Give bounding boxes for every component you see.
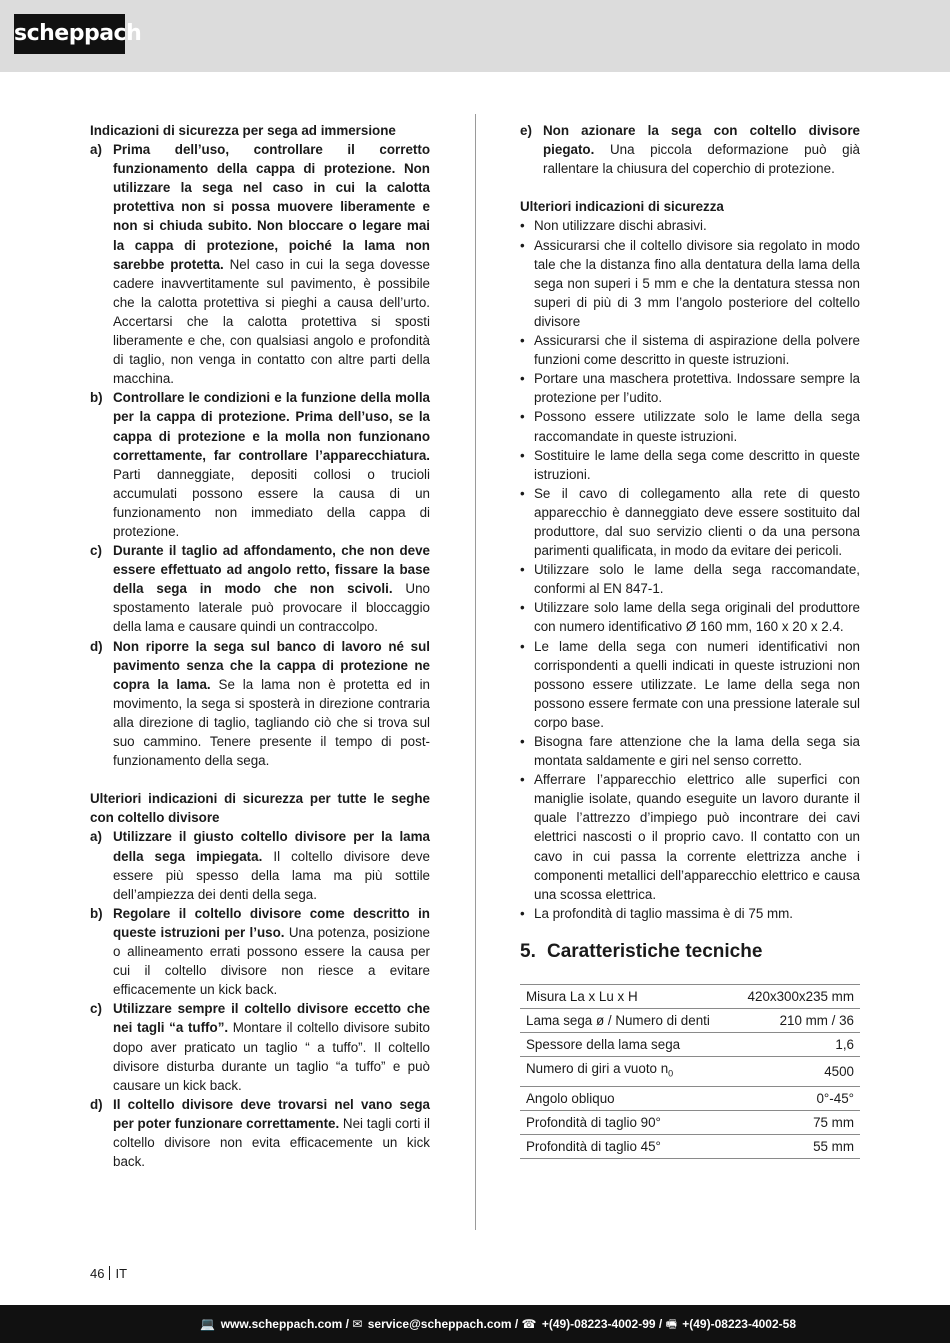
item-text — [113, 1095, 430, 1171]
spec-label — [520, 1008, 732, 1032]
spec-label — [520, 1110, 732, 1134]
item-bold-text: Durante il taglio ad affondamento, che non deve essere effettuato ad angolo retto, fissare la base della sega in modo che non scivoli. — [113, 543, 430, 597]
bullet-text: Utilizzare solo lame della sega originali del produttore con numero identificativo Ø 160 mm, 160 x 20 x 2.4. — [534, 600, 860, 635]
page-footer — [0, 1305, 950, 1343]
item-normal-text: Parti danneggiate, depositi collosi o trucioli accumulati possono essere la causa di un funzionamento non immediato della cappa di protezione. — [113, 466, 430, 539]
page-number — [90, 1266, 127, 1281]
item-bold-text: Utilizzare il giusto coltello divisore per la lama della sega impiegata. — [113, 829, 430, 864]
chapter-heading — [520, 940, 860, 964]
bullet-item — [520, 770, 860, 904]
item-text — [113, 827, 430, 903]
table-row — [520, 1110, 860, 1134]
table-row — [520, 1134, 860, 1158]
bullet-item — [520, 598, 860, 636]
spec-value: 75 mm — [732, 1110, 860, 1134]
bullet-dot: • — [520, 485, 525, 501]
item-bold-text: Controllare le condizioni e la funzione della molla per la cappa di protezione. Prima dell’uso, se la cappa di protezione e la molla non funzionano correttamente, far controllare l’apparecchiatura. — [113, 390, 430, 463]
page-number-value: 46 — [90, 1266, 105, 1281]
spec-label — [520, 1056, 732, 1086]
spec-value: 1,6 — [732, 1032, 860, 1056]
item-text — [113, 637, 430, 771]
scheppach-logo: scheppach — [14, 14, 125, 54]
item-bold-text: Prima dell’uso, controllare il corretto funzionamento della cappa di protezione. Non utilizzare la sega nel caso in cui la calotta protettiva non si possa muovere liberamente e non si chiuda subito. Non bloccare o legare mai la cappa di protezione, poiché la lama non sarebbe protetta. — [113, 142, 430, 272]
item-text — [113, 388, 430, 541]
column-divider — [475, 114, 476, 1230]
item-label: d) — [90, 1096, 103, 1112]
list-item — [90, 541, 430, 636]
bullet-dot: • — [520, 734, 525, 749]
bullet-text: Possono essere utilizzate solo le lame della sega raccomandate in queste istruzioni. — [534, 409, 860, 444]
item-normal-text: Uno spostamento laterale può provocare il bloccaggio della lama e causare quindi un contraccolpo. — [113, 581, 430, 635]
item-bold-text: Utilizzare sempre il coltello divisore eccetto che nei tagli “a tuffo”. — [113, 1001, 430, 1036]
safety-list — [90, 827, 430, 1171]
section-title: Ulteriori indicazioni di sicurezza — [520, 199, 724, 215]
table-row — [520, 1086, 860, 1110]
spec-label — [520, 1032, 732, 1056]
bullet-text: Utilizzare solo le lame della sega raccomandate, conformi al EN 847-1. — [534, 562, 860, 597]
footer-web[interactable]: www.scheppach.com / — [220, 1317, 349, 1331]
bullet-item — [520, 331, 860, 369]
spec-value: 4500 — [732, 1056, 860, 1086]
bullet-dot: • — [520, 237, 525, 253]
bullet-text: Bisogna fare attenzione che la lama della sega sia montata saldamente e giri nel senso corretto. — [534, 734, 860, 769]
item-normal-text: Una piccola deformazione può già rallentare la chiusura del coperchio di protezione. — [543, 142, 860, 177]
spec-label — [520, 1086, 732, 1110]
bullet-list — [520, 216, 860, 922]
bullet-dot: • — [520, 772, 525, 788]
bullet-text: Le lame della sega con numeri identificativi non corrispondenti a quelli indicati in queste istruzioni non possono essere utilizzate. Le lame della sega non possono essere fermate con una pressione laterale sul corpo base. — [534, 638, 860, 730]
bullet-text: Non utilizzare dischi abrasivi. — [534, 218, 707, 234]
item-bold-text: Non azionare la sega con coltello divisore piegato. — [543, 123, 860, 158]
bullet-item — [520, 369, 860, 407]
bullet-dot: • — [520, 447, 525, 463]
bullet-dot: • — [520, 905, 525, 921]
right-column — [520, 121, 860, 1159]
bullet-item — [520, 732, 860, 770]
chapter-number: 5. — [520, 940, 536, 962]
fax-icon: 🖷 — [665, 1317, 677, 1331]
item-text — [113, 541, 430, 636]
footer-fax: +(49)-08223-4002-58 — [682, 1317, 796, 1331]
bullet-text: La profondità di taglio massima è di 75 mm. — [534, 905, 794, 921]
bullet-text: Sostituire le lame della sega come descritto in queste istruzioni. — [534, 447, 860, 482]
page-number-separator — [109, 1266, 110, 1280]
list-item — [90, 388, 430, 541]
mail-icon: ✉ — [352, 1317, 363, 1331]
bullet-text: Afferrare l’apparecchio elettrico alle superfici con maniglie isolate, quando eseguite un lavoro durante il quale l’attrezzo d’impiego può incontrare dei cavi elettrici nascosti o il proprio cavo. Il contatto con un cavo in cui passa la corrente elettrizza anche i componenti metallici dell’apparecchio elettrico e causa una scossa elettrica. — [534, 772, 860, 902]
spec-label-text: Numero di giri a vuoto n — [526, 1060, 669, 1076]
item-label: c) — [90, 543, 102, 559]
table-row — [520, 1056, 860, 1086]
item-normal-text: Nel caso in cui la sega dovesse cadere inavvertitamente sul pavimento, è possibile che la calotta protettiva si pieghi a causa dell’urto. Accertarsi che la calotta protettiva si sposti liberamente e che, con qualsiasi angolo e profondità di taglio, non venga in contatto con altre parti della macchina. — [113, 256, 430, 387]
bullet-item — [520, 560, 860, 598]
list-item — [90, 904, 430, 999]
item-label: a) — [90, 142, 102, 158]
spec-value: 420x300x235 mm — [732, 984, 860, 1008]
spec-label-text: Profondità di taglio 90° — [526, 1114, 661, 1130]
bullet-item — [520, 904, 860, 923]
list-item — [90, 140, 430, 388]
item-bold-text: Non riporre la sega sul banco di lavoro né sul pavimento senza che la cappa di protezione ne copra la lama. — [113, 638, 430, 692]
left-column — [90, 121, 430, 1171]
list-item — [90, 827, 430, 903]
item-label: a) — [90, 829, 102, 845]
spec-value: 210 mm / 36 — [732, 1008, 860, 1032]
item-normal-text: Nei tagli corti il coltello divisore non evita efficacemente un kick back. — [113, 1115, 430, 1170]
item-normal-text: Una potenza, posizione o allineamento errati possono essere la causa per cui il coltello divisore non riesce a evitare efficacemente un kick back. — [113, 924, 430, 998]
item-label: e) — [520, 123, 532, 138]
item-label: c) — [90, 1001, 102, 1017]
bullet-text: Assicurarsi che il coltello divisore sia regolato in modo tale che la distanza fino alla dentatura della lama della sega non superi i 5 mm e che la dentatura stessa non superi di più di 3 mm l’angolo posteriore del coltello divisore — [534, 237, 860, 329]
list-item — [90, 999, 430, 1094]
bullet-dot: • — [520, 333, 525, 349]
item-label: b) — [90, 390, 103, 406]
section-title: Ulteriori indicazioni di sicurezza per tutte le seghe con coltello divisore — [90, 791, 430, 826]
footer-phone: +(49)-08223-4002-99 / — [541, 1317, 663, 1331]
bullet-item — [520, 484, 860, 560]
item-normal-text: Se la lama non è protetta ed in movimento, la sega si sposterà in direzione contraria alla direzione di taglio, tagliando ciò che si trova sul suo cammino. Tenere presente il tempo di post-funzionamento della sega. — [113, 676, 430, 769]
item-bold-text: Il coltello divisore deve trovarsi nel vano sega per poter funzionare correttamente. — [113, 1096, 430, 1131]
bullet-item — [520, 216, 860, 235]
specs-table — [520, 984, 860, 1159]
item-label: b) — [90, 905, 103, 921]
bullet-text: Portare una maschera protettiva. Indossare sempre la protezione per l’udito. — [534, 371, 860, 406]
bullet-dot: • — [520, 218, 525, 234]
footer-email[interactable]: service@scheppach.com / — [367, 1317, 519, 1331]
chapter-title: Caratteristiche tecniche — [547, 940, 763, 962]
bullet-text: Assicurarsi che il sistema di aspirazione della polvere funzioni come descritto in queste istruzioni. — [534, 333, 860, 368]
spec-label-text: Profondità di taglio 45° — [526, 1138, 661, 1154]
page-language: IT — [115, 1266, 128, 1281]
spec-label-text: Lama sega ø / Numero di denti — [526, 1012, 710, 1028]
bullet-item — [520, 236, 860, 331]
item-text — [113, 999, 430, 1094]
item-label: d) — [90, 638, 103, 654]
bullet-text: Se il cavo di collegamento alla rete di questo apparecchio è danneggiato deve essere sostituito dal produttore, dal suo servizio clienti o da una persona parimenti qualificata, in modo da evitare dei pericoli. — [534, 485, 860, 559]
item-normal-text: Montare il coltello divisore subito dopo aver praticato un taglio “ a tuffo”. Il coltello divisore disturba durante un taglio “a tuffo” e può causare un kick back. — [113, 1020, 430, 1093]
list-item — [90, 1095, 430, 1171]
item-text — [113, 140, 430, 388]
safety-list — [90, 140, 430, 770]
item-text — [113, 904, 430, 999]
bullet-item — [520, 637, 860, 732]
list-item — [520, 121, 860, 178]
bullet-item — [520, 446, 860, 484]
computer-icon: 💻 — [200, 1317, 216, 1331]
bullet-dot: • — [520, 562, 525, 578]
spec-label — [520, 984, 732, 1008]
table-row — [520, 1008, 860, 1032]
page-header — [0, 0, 950, 72]
spec-value: 55 mm — [732, 1134, 860, 1158]
item-text — [543, 121, 860, 178]
spec-label-text: Misura La x Lu x H — [526, 988, 638, 1004]
item-bold-text: Regolare il coltello divisore come descritto in queste istruzioni per l’uso. — [113, 905, 430, 940]
spec-label — [520, 1134, 732, 1158]
table-row — [520, 984, 860, 1008]
spec-label-text: Angolo obliquo — [526, 1090, 615, 1106]
spec-label-subscript: 0 — [668, 1068, 674, 1079]
bullet-dot: • — [520, 371, 525, 387]
bullet-dot: • — [520, 600, 525, 616]
list-item — [90, 637, 430, 771]
table-row — [520, 1032, 860, 1056]
section-title: Indicazioni di sicurezza per sega ad immersione — [90, 123, 396, 138]
bullet-dot: • — [520, 409, 525, 425]
spec-label-text: Spessore della lama sega — [526, 1036, 681, 1052]
item-normal-text: Il coltello divisore deve essere più spesso della lama ma più sottile dell’ampiezza dei denti della sega. — [113, 848, 430, 902]
spec-value: 0°-45° — [732, 1086, 860, 1110]
bullet-dot: • — [520, 638, 525, 654]
phone-icon: ☎ — [521, 1317, 537, 1331]
bullet-item — [520, 407, 860, 445]
